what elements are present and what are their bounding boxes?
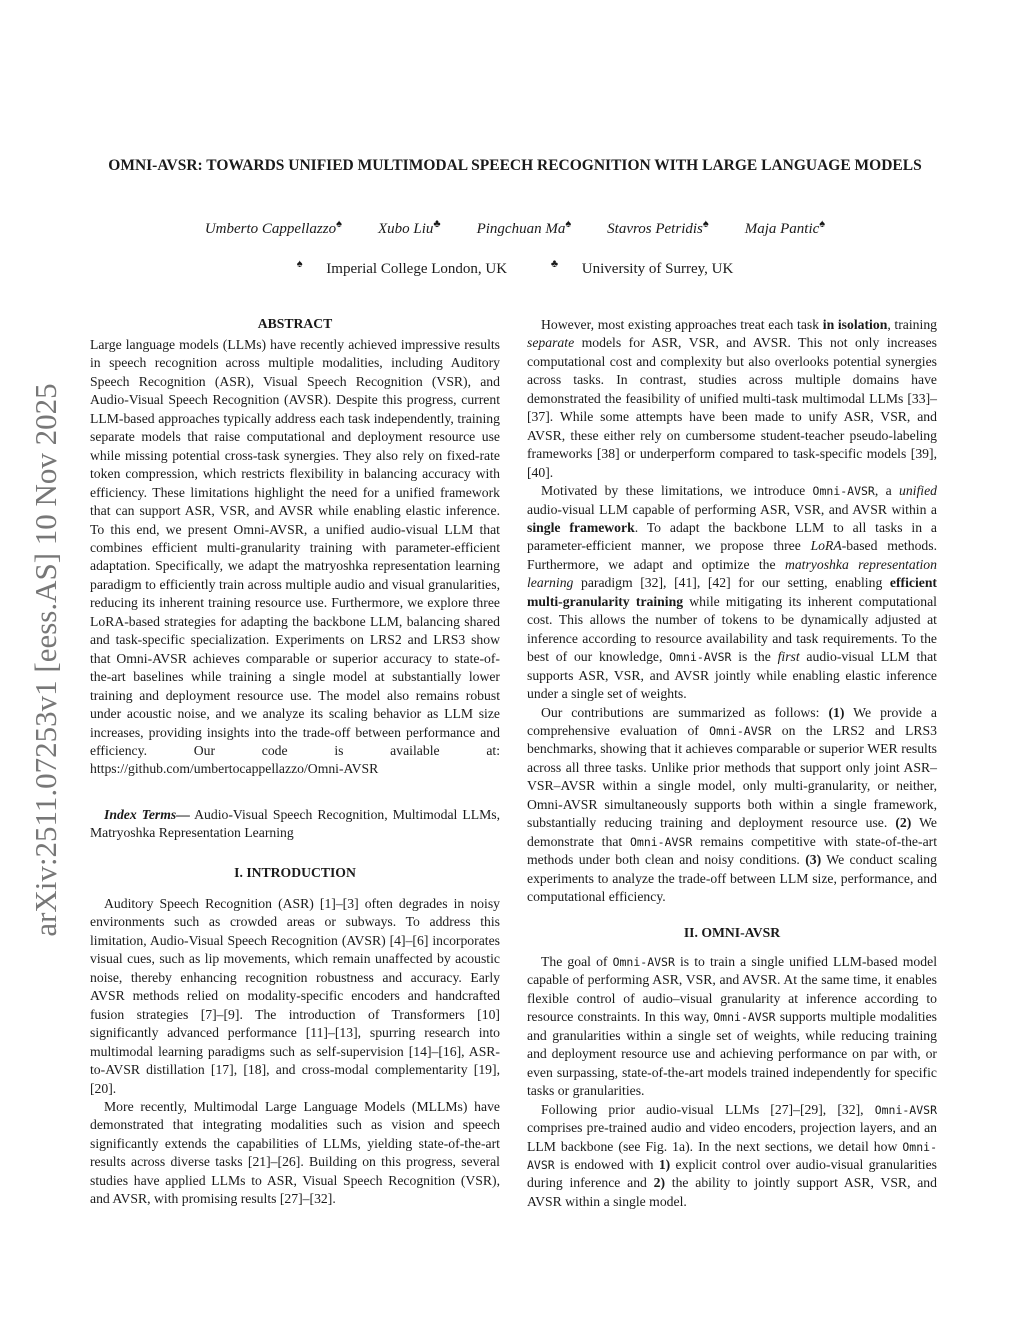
- paragraph: [90, 336, 500, 779]
- text-run: supports multiple modalities and granularities within a single set of weights, while reducing training and deployment resource use and achieving performance on par with, or even surpassing, state-of-the-art models trained independently for specific tasks or granularities.: [527, 1009, 937, 1099]
- paragraph: [90, 895, 500, 1098]
- text-run: , training: [887, 317, 938, 332]
- author: Umberto Cappellazzo♠: [204, 218, 342, 237]
- text-run: Omni-AVSR: [874, 1102, 937, 1117]
- section-heading-introduction: I. INTRODUCTION: [234, 865, 356, 880]
- text-run: efficient multi-granularity training: [527, 575, 937, 609]
- text-run: first: [777, 649, 800, 665]
- arxiv-identifier: arXiv:2511.07253v1 [eess.AS] 10 Nov 2025: [28, 383, 63, 937]
- text-run: in isolation: [822, 317, 888, 332]
- text-run: remains competitive with state-of-the-art methods under both clean and noisy conditions.: [527, 833, 938, 868]
- text-run: Omni-AVSR: [527, 1139, 937, 1172]
- author: Stavros Petridis♠: [607, 218, 709, 237]
- text-run: More recently, Multimodal Large Language Models (MLLMs) have demonstrated that integrating modalities such as vision and speech significantly extends the capabilities of LLMs, yielding state-of-the-art results across diverse tasks [21]–[26]. Building on this progress, several studies have applied LLMs to ASR, Visual Speech Recognition (VSR), and AVSR, with promising results [27]–[32].: [90, 1098, 500, 1207]
- author: Pingchuan Ma♠: [476, 218, 572, 237]
- text-run: 1): [658, 1156, 671, 1172]
- paragraph: [527, 953, 937, 1101]
- text-run: comprises pre-trained audio and video encoders, projection layers, and an LLM backbone (see Fig. 1a). In the next sections, we detail how: [527, 1120, 937, 1154]
- paragraph: [527, 704, 937, 907]
- text-run: separate: [527, 335, 575, 351]
- text-run: audio-visual LLM capable of performing ASR, VSR, and AVSR within a: [527, 501, 937, 517]
- text-run: on the LRS2 and LRS3 benchmarks, showing that it achieves comparable or superior WER results across all three tasks. Unlike prior methods that support only joint ASR–VSR–AVSR within a single model, only multi-granularity, or neither, Omni-AVSR simultaneously supports both within a single framework, substantially reducing training and deployment resource use.: [527, 722, 937, 831]
- affiliations: [90, 258, 940, 278]
- text-run: Following prior audio-visual LLMs [27]–[29], [32],: [541, 1101, 875, 1117]
- text-run: Our contributions are summarized as follows:: [541, 704, 829, 720]
- text-run: paradigm [32], [41], [42] for our setting, enabling: [573, 575, 890, 591]
- text-run: LoRA: [810, 538, 842, 554]
- text-run: matryoshka representation learning: [527, 556, 937, 591]
- author: Maja Pantic♠: [744, 218, 826, 237]
- text-run: -based methods. Furthermore, we adapt and optimize the: [527, 538, 938, 572]
- index-terms: [90, 806, 500, 843]
- affiliation: ♣ University of Surrey, UK: [550, 258, 734, 277]
- text-run: Omni-AVSR: [812, 484, 875, 499]
- paper-title: OMNI-AVSR: TOWARDS UNIFIED MULTIMODAL SPEECH RECOGNITION WITH LARGE LANGUAGE MODELS: [108, 157, 922, 174]
- section-heading-omni-avsr: II. OMNI-AVSR: [683, 925, 781, 940]
- text-run: is endowed with: [554, 1156, 659, 1172]
- text-run: the ability to jointly support ASR, VSR, and AVSR within a single model.: [527, 1175, 937, 1209]
- text-run: Large language models (LLMs) have recently achieved impressive results in speech recognition across multiple modalities, including Auditory Speech Recognition (ASR), Visual Speech Recognition (VSR), and Audio-Visual Speech Recognition (AVSR). Despite this progress, current LLM-based approaches typically address each task independently, training separate models that raise computational and deployment resource use while missing potential cross-task synergies. They also rely on fixed-rate token compression, which restricts flexibility in balancing accuracy with efficiency. These limitations highlight the need for a unified framework that can support ASR, VSR, and AVSR while enabling elastic inference. To this end, we present Omni-AVSR, a unified audio-visual LLM that combines efficient multi-granularity training with parameter-efficient adaptation. Specifically, we adapt the matryoshka representation learning paradigm to efficiently train across multiple audio and visual granularities, reducing its inherent training resource use. Furthermore, we explore three LoRA-based strategies for adapting the backbone LLM, balancing shared and task-specific specialization. Experiments on LRS2 and LRS3 show that Omni-AVSR achieves comparable or superior accuracy to state-of-the-art baselines while training a single model at substantially lower training and deployment resource use. The model also remains robust under acoustic noise, and we analyze its scaling behavior as LLM size increases, providing insights into the trade-off between performance and efficiency. Our code is available at: https://github.com/umbertocappellazzo/Omni-AVSR: [90, 337, 500, 777]
- text-run: We provide a comprehensive evaluation of: [527, 704, 937, 738]
- text-run: (1): [828, 704, 845, 720]
- text-run: Audio-Visual Speech Recognition, Multimodal LLMs, Matryoshka Representation Learning: [90, 807, 500, 841]
- affiliation: ♠ Imperial College London, UK: [296, 258, 508, 277]
- text-run: single framework: [527, 519, 635, 535]
- paragraph: [90, 1098, 500, 1209]
- text-run: Omni-AVSR: [612, 955, 675, 969]
- text-run: 2): [653, 1175, 666, 1191]
- right-column-body: [527, 316, 937, 907]
- abstract-body: [90, 336, 500, 779]
- text-run: Omni-AVSR: [709, 723, 772, 738]
- text-run: explicit control over audio-visual granularities during inference and: [527, 1156, 938, 1191]
- text-run: unified: [898, 483, 937, 499]
- abstract-heading: ABSTRACT: [257, 316, 333, 331]
- text-run: Index Terms—: [104, 807, 190, 822]
- text-run: while mitigating its inherent computational cost. This allows the number of tokens to be dynamically adjusted at inference according to resource availability and task requirements. To the best of our knowledge,: [527, 593, 937, 665]
- text-run: models for ASR, VSR, and AVSR. This not only increases computational cost and complexity but also overlooks potential synergies across tasks. In contrast, studies across multiple domains have demonstrated the feasibility of unified multi-task multimodal LLMs [33]–[37]. While some attempts have been made to unify ASR, VSR, and AVSR, these either rely on cumbersome student-teacher pseudo-labeling frameworks [38] or underperform compared to task-specific models [39], [40].: [527, 335, 937, 480]
- section-2-body: [527, 953, 937, 1211]
- introduction-body: [90, 895, 500, 1209]
- text-run: (3): [805, 852, 822, 868]
- text-run: Omni-AVSR: [669, 650, 732, 665]
- text-run: The goal of: [541, 954, 613, 969]
- text-run: is the: [731, 649, 778, 665]
- paragraph: [527, 1101, 937, 1212]
- text-run: Motivated by these limitations, we introduce: [541, 483, 813, 499]
- text-run: , a: [874, 483, 899, 499]
- text-run: We conduct scaling experiments to analyze the trade-off between LLM size, performance, and computational efficiency.: [527, 852, 937, 905]
- text-run: However, most existing approaches treat each task: [541, 317, 823, 332]
- paragraph: [90, 806, 500, 843]
- text-run: is to train a single unified LLM-based model capable of performing ASR, VSR, and AVSR. At the same time, it enables flexible control of audio–visual granularity at inference according to resource constraints. In this way,: [527, 954, 937, 1025]
- text-run: . To adapt the backbone LLM to all tasks in a parameter-efficient manner, we propose three: [527, 519, 937, 554]
- text-run: Omni-AVSR: [713, 1010, 776, 1025]
- text-run: We demonstrate that: [527, 815, 938, 849]
- text-run: Auditory Speech Recognition (ASR) [1]–[3] often degrades in noisy environments such as crowded areas or subways. To address this limitation, Audio-Visual Speech Recognition (AVSR) [4]–[6] incorporates visual cues, such as lip movements, which remain unaffected by acoustic noise, thereby enhancing recognition robustness and accuracy. Early AVSR methods relied on modality-specific encoders and handcrafted fusion strategies [7]–[9]. The introduction of Transformers [10] significantly advanced performance [11]–[13], spurring research into multimodal learning paradigms such as self-supervision [14]–[16], ASR-to-AVSR distillation [17], [18], and cross-modal complementarity [19], [20].: [90, 896, 500, 1096]
- paragraph: [527, 482, 937, 703]
- text-run: audio-visual LLM that supports ASR, VSR, and AVSR jointly while enabling elastic inference under a single set of weights.: [527, 649, 937, 702]
- text-run: Omni-AVSR: [629, 834, 693, 849]
- author-list: [90, 218, 940, 238]
- author: Xubo Liu♣: [377, 218, 441, 237]
- text-run: (2): [895, 815, 912, 831]
- paragraph: [527, 316, 937, 482]
